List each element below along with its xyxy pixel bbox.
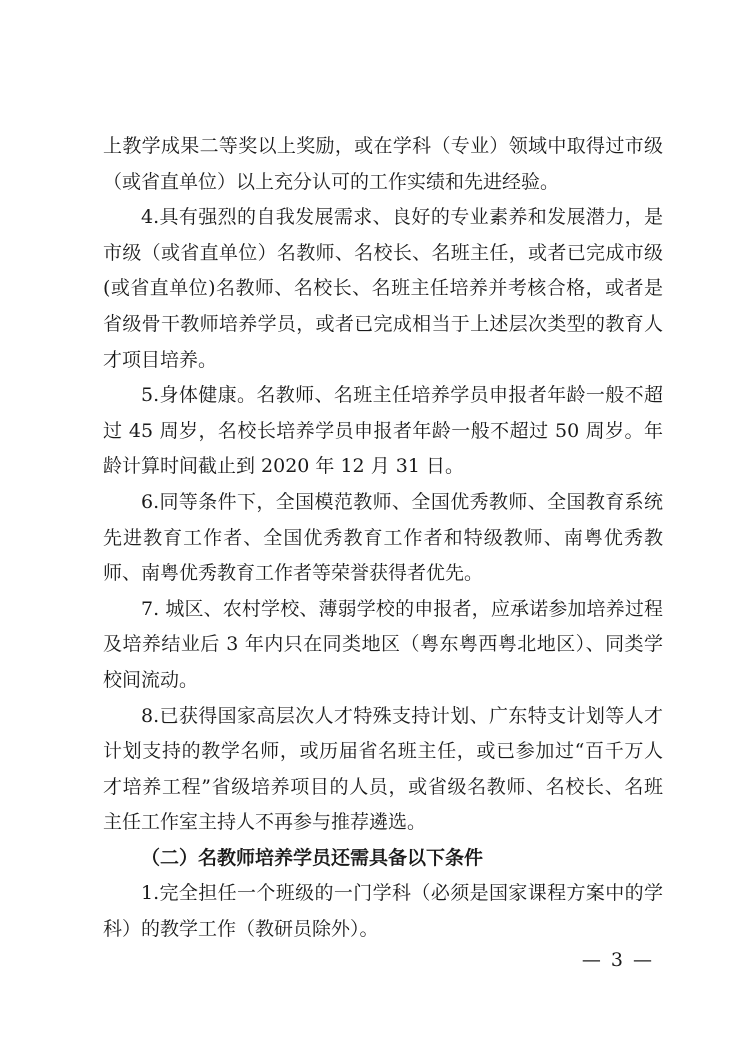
page-number: — 3 — <box>581 949 654 971</box>
paragraph-item-7: 7. 城区、农村学校、薄弱学校的申报者，应承诺参加培养过程及培养结业后 3 年内只在同类地区（粤东粤西粤北地区）、同类学校间流动。 <box>103 597 663 691</box>
paragraph-item-4: 4.具有强烈的自我发展需求、良好的专业素养和发展潜力，是市级（或省直单位）名教师、名校长、名班主任，或者已完成市级(或省直单位)名教师、名校长、名班主任培养并考核合格，或者是省级骨干教师培养学员，或者已完成相当于上述层次类型的教育人才项目培养。 <box>103 206 663 371</box>
paragraph-item-8: 8.已获得国家高层次人才特殊支持计划、广东特支计划等人才计划支持的教学名师，或历届省名班主任，或已参加过“百千万人才培养工程”省级培养项目的人员，或省级名教师、名校长、名班主任工作室主持人不再参与推荐遴选。 <box>103 704 663 834</box>
paragraph-item-6: 6.同等条件下，全国模范教师、全国优秀教师、全国教育系统先进教育工作者、全国优秀教育工作者和特级教师、南粤优秀教师、南粤优秀教育工作者等荣誉获得者优先。 <box>103 490 663 585</box>
section-heading: （二）名教师培养学员还需具备以下条件 <box>141 846 484 869</box>
paragraph-continuation: 上教学成果二等奖以上奖励，或在学科（专业）领域中取得过市级（或省直单位）以上充分认可的工作实绩和先进经验。 <box>103 135 663 193</box>
paragraph-item-5: 5.身体健康。名教师、名班主任培养学员申报者年龄一般不超过 45 周岁，名校长培养学员申报者年龄一般不超过 50 周岁。年龄计算时间截止到 2020 年 12 月 31 日。 <box>103 384 663 478</box>
document-body <box>103 129 663 948</box>
paragraph-subitem-1: 1.完全担任一个班级的一门学科（必须是国家课程方案中的学科）的教学工作（教研员除外）。 <box>103 882 663 941</box>
